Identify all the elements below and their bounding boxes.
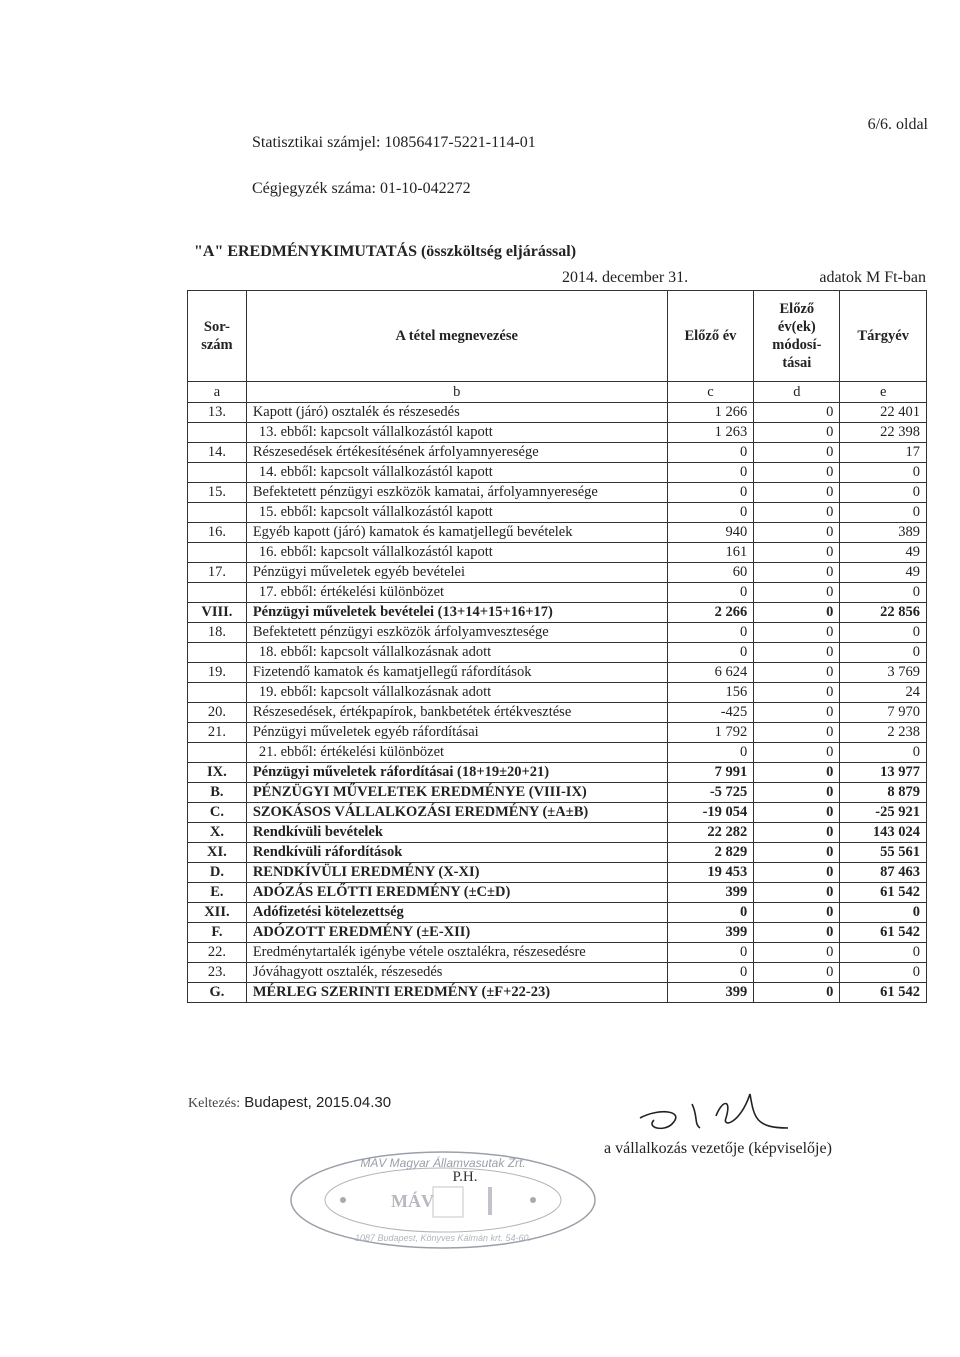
row-description: ADÓZÁS ELŐTTI EREDMÉNY (±C±D) [246,883,667,903]
row-number: 16. [188,523,247,543]
letter-a: a [188,382,247,403]
table-row [188,743,927,763]
table-row [188,923,927,943]
row-current-year: 0 [840,943,927,963]
table-row [188,503,927,523]
row-current-year: 7 970 [840,703,927,723]
row-current-year: 0 [840,623,927,643]
row-current-year: 17 [840,443,927,463]
row-modification: 0 [754,863,840,883]
row-modification: 0 [754,543,840,563]
row-current-year: 3 769 [840,663,927,683]
row-description: 17. ebből: értékelési különbözet [246,583,667,603]
table-row [188,963,927,983]
row-current-year: 61 542 [840,923,927,943]
row-modification: 0 [754,783,840,803]
row-prev-year: 940 [667,523,754,543]
letter-row [188,382,927,403]
header-prev: Előző év [667,291,754,382]
row-prev-year: -5 725 [667,783,754,803]
header-cur: Tárgyév [840,291,927,382]
row-current-year: 0 [840,963,927,983]
row-modification: 0 [754,763,840,783]
table-row [188,783,927,803]
row-prev-year: 399 [667,923,754,943]
row-number: 15. [188,483,247,503]
row-description: RENDKÍVÜLI EREDMÉNY (X-XI) [246,863,667,883]
row-current-year: 13 977 [840,763,927,783]
row-prev-year: 0 [667,903,754,923]
page-number: 6/6. oldal [867,116,928,133]
letter-e: e [840,382,927,403]
row-current-year: 389 [840,523,927,543]
h-mod-text: Előző év(ek) módosí- tásai [772,301,822,371]
signature [628,1088,828,1138]
row-description: Kapott (járó) osztalék és részesedés [246,403,667,423]
row-prev-year: 399 [667,983,754,1003]
row-modification: 0 [754,663,840,683]
unit-note: adatok M Ft-ban [819,269,926,286]
row-current-year: 61 542 [840,883,927,903]
row-description: Részesedések, értékpapírok, bankbetétek értékvesztése [246,703,667,723]
row-modification: 0 [754,603,840,623]
row-current-year: 55 561 [840,843,927,863]
row-number: VIII. [188,603,247,623]
row-description: Jóváhagyott osztalék, részesedés [246,963,667,983]
row-number [188,743,247,763]
header-no [188,291,247,382]
table-header-row [188,291,927,382]
row-modification: 0 [754,623,840,643]
row-prev-year: 1 266 [667,403,754,423]
stamp-bottom-text: 1087 Budapest, Könyves Kálmán krt. 54-60. [354,1233,532,1243]
row-number: 21. [188,723,247,743]
row-prev-year: 19 453 [667,863,754,883]
row-number [188,683,247,703]
row-modification: 0 [754,403,840,423]
row-modification: 0 [754,903,840,923]
row-prev-year: 22 282 [667,823,754,843]
row-prev-year: 60 [667,563,754,583]
row-current-year: 143 024 [840,823,927,843]
table-row [188,723,927,743]
row-description: PÉNZÜGYI MŰVELETEK EREDMÉNYE (VIII-IX) [246,783,667,803]
table-row [188,543,927,563]
row-modification: 0 [754,703,840,723]
row-prev-year: 0 [667,503,754,523]
table-row [188,423,927,443]
row-description: Eredménytartalék igénybe vétele osztalékra, részesedésre [246,943,667,963]
row-number [188,423,247,443]
row-number: 14. [188,443,247,463]
row-prev-year: 399 [667,883,754,903]
table-row [188,683,927,703]
row-description: Pénzügyi műveletek ráfordításai (18+19±20+21) [246,763,667,783]
row-description: Pénzügyi műveletek egyéb bevételei [246,563,667,583]
row-modification: 0 [754,963,840,983]
table-row [188,583,927,603]
row-current-year: 0 [840,743,927,763]
keltezes [188,1094,391,1112]
row-number: 22. [188,943,247,963]
row-current-year: 0 [840,643,927,663]
row-modification: 0 [754,883,840,903]
row-prev-year: -19 054 [667,803,754,823]
letter-b: b [246,382,667,403]
stamp-ph: P.H. [452,1169,478,1185]
table-row [188,483,927,503]
row-number: XII. [188,903,247,923]
row-prev-year: 7 991 [667,763,754,783]
row-description: 16. ebből: kapcsolt vállalkozástól kapott [246,543,667,563]
table-row [188,823,927,843]
table-row [188,843,927,863]
row-modification: 0 [754,583,840,603]
row-current-year: -25 921 [840,803,927,823]
row-current-year: 49 [840,543,927,563]
row-description: Fizetendő kamatok és kamatjellegű ráfordítások [246,663,667,683]
row-description: 19. ebből: kapcsolt vállalkozásnak adott [246,683,667,703]
row-number: 13. [188,403,247,423]
table-row [188,763,927,783]
row-prev-year: 2 829 [667,843,754,863]
row-number [188,643,247,663]
table-row [188,643,927,663]
row-prev-year: 0 [667,443,754,463]
row-description: Befektetett pénzügyi eszközök árfolyamvesztesége [246,623,667,643]
row-description: 14. ebből: kapcsolt vállalkozástól kapott [246,463,667,483]
table-row [188,603,927,623]
table-row [188,803,927,823]
row-description: Befektetett pénzügyi eszközök kamatai, árfolyamnyeresége [246,483,667,503]
row-number [188,583,247,603]
table-row [188,943,927,963]
row-number: 17. [188,563,247,583]
row-description: SZOKÁSOS VÁLLALKOZÁSI EREDMÉNY (±A±B) [246,803,667,823]
row-description: Részesedések értékesítésének árfolyamnyeresége [246,443,667,463]
row-prev-year: 0 [667,583,754,603]
row-current-year: 2 238 [840,723,927,743]
company-reg: Cégjegyzék száma: 01-10-042272 [252,180,471,197]
report-title: "A" EREDMÉNYKIMUTATÁS (összköltség eljárással) [194,243,577,260]
row-description: MÉRLEG SZERINTI EREDMÉNY (±F+22-23) [246,983,667,1003]
row-number: 20. [188,703,247,723]
row-prev-year: 0 [667,743,754,763]
row-description: Pénzügyi műveletek bevételei (13+14+15+16+17) [246,603,667,623]
row-prev-year: 0 [667,463,754,483]
row-modification: 0 [754,563,840,583]
row-number: XI. [188,843,247,863]
row-modification: 0 [754,423,840,443]
row-number: C. [188,803,247,823]
row-modification: 0 [754,483,840,503]
row-prev-year: 1 792 [667,723,754,743]
row-number: IX. [188,763,247,783]
row-number [188,543,247,563]
row-number: 18. [188,623,247,643]
row-modification: 0 [754,803,840,823]
row-description: Adófizetési kötelezettség [246,903,667,923]
report-date: 2014. december 31. [562,269,689,286]
row-modification: 0 [754,823,840,843]
row-number: D. [188,863,247,883]
letter-d: d [754,382,840,403]
row-prev-year: 0 [667,623,754,643]
row-current-year: 49 [840,563,927,583]
row-number [188,503,247,523]
row-number [188,463,247,483]
stamp-top-text: MÁV Magyar Államvasutak Zrt. [360,1156,526,1170]
keltezes-label: Keltezés: [188,1096,241,1111]
row-modification: 0 [754,843,840,863]
row-description: 13. ebből: kapcsolt vállalkozástól kapott [246,423,667,443]
row-prev-year: 0 [667,643,754,663]
row-current-year: 87 463 [840,863,927,883]
row-modification: 0 [754,643,840,663]
table-row [188,983,927,1003]
letter-c: c [667,382,754,403]
row-current-year: 22 401 [840,403,927,423]
keltezes-value: Budapest, 2015.04.30 [244,1094,392,1111]
row-description: Rendkívüli bevételek [246,823,667,843]
row-prev-year: 161 [667,543,754,563]
table-row [188,463,927,483]
row-number: X. [188,823,247,843]
row-modification: 0 [754,683,840,703]
row-number: G. [188,983,247,1003]
row-prev-year: 6 624 [667,663,754,683]
table-row [188,623,927,643]
table-row [188,523,927,543]
row-description: 21. ebből: értékelési különbözet [246,743,667,763]
table-row [188,403,927,423]
row-prev-year: -425 [667,703,754,723]
row-prev-year: 0 [667,943,754,963]
row-prev-year: 0 [667,963,754,983]
table-row [188,663,927,683]
row-modification: 0 [754,723,840,743]
row-modification: 0 [754,463,840,483]
row-current-year: 22 856 [840,603,927,623]
row-modification: 0 [754,743,840,763]
row-current-year: 22 398 [840,423,927,443]
row-current-year: 61 542 [840,983,927,1003]
row-current-year: 0 [840,483,927,503]
table-row [188,863,927,883]
table-row [188,703,927,723]
company-stamp [283,1145,603,1255]
row-modification: 0 [754,443,840,463]
row-number: 19. [188,663,247,683]
table-row [188,443,927,463]
row-modification: 0 [754,943,840,963]
row-number: E. [188,883,247,903]
row-number: F. [188,923,247,943]
row-description: Pénzügyi műveletek egyéb ráfordításai [246,723,667,743]
row-modification: 0 [754,923,840,943]
row-number: 23. [188,963,247,983]
header-mod [754,291,840,382]
stat-id: Statisztikai számjel: 10856417-5221-114-01 [252,134,536,151]
row-number: B. [188,783,247,803]
row-current-year: 24 [840,683,927,703]
table-row [188,883,927,903]
row-description: 15. ebből: kapcsolt vállalkozástól kapott [246,503,667,523]
signature-caption: a vállalkozás vezetője (képviselője) [604,1140,832,1157]
row-description: ADÓZOTT EREDMÉNY (±E-XII) [246,923,667,943]
row-modification: 0 [754,503,840,523]
row-description: 18. ebből: kapcsolt vállalkozásnak adott [246,643,667,663]
row-prev-year: 1 263 [667,423,754,443]
row-current-year: 0 [840,463,927,483]
table-row [188,903,927,923]
h-no-text: Sor- szám [201,319,233,353]
row-current-year: 0 [840,503,927,523]
row-prev-year: 156 [667,683,754,703]
row-modification: 0 [754,983,840,1003]
header-desc: A tétel megnevezése [246,291,667,382]
row-description: Egyéb kapott (járó) kamatok és kamatjellegű bevételek [246,523,667,543]
stamp-logo-mark: MÁV [391,1191,434,1211]
row-current-year: 0 [840,583,927,603]
income-statement-table [187,290,927,1003]
row-current-year: 8 879 [840,783,927,803]
row-modification: 0 [754,523,840,543]
row-prev-year: 2 266 [667,603,754,623]
row-description: Rendkívüli ráfordítások [246,843,667,863]
row-prev-year: 0 [667,483,754,503]
table-row [188,563,927,583]
row-current-year: 0 [840,903,927,923]
